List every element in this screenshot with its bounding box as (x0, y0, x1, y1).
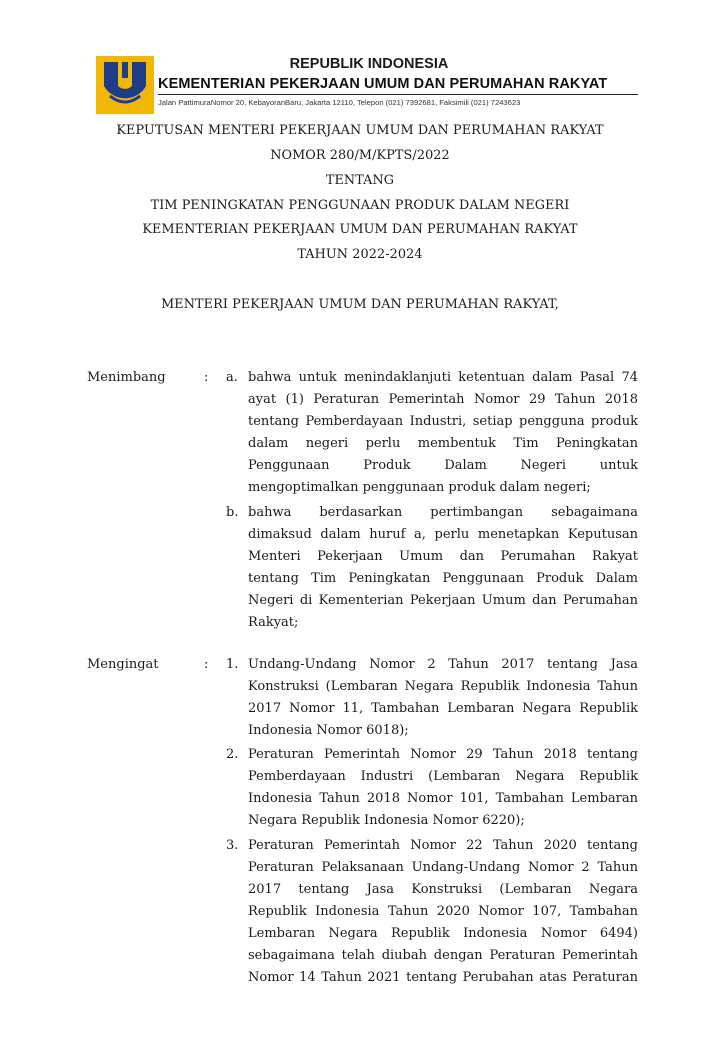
menimbang-colon: : (204, 370, 209, 385)
item-marker: 3. (226, 838, 239, 853)
item-line: Nomor 14 Tahun 2021 tentang Perubahan atas Peraturan (248, 970, 638, 985)
item-line: Konstruksi (Lembaran Negara Republik Indonesia Tahun (248, 679, 638, 694)
ministry-heading: KEMENTERIAN PEKERJAAN UMUM DAN PERUMAHAN RAKYAT (158, 76, 608, 92)
item-line: dimaksud dalam huruf a, perlu menetapkan Keputusan (248, 527, 638, 542)
item-line: tentang Pemberdayaan Industri, setiap pengguna produk (248, 414, 638, 429)
decree-number: NOMOR 280/M/KPTS/2022 (270, 148, 450, 163)
item-line: Lembaran Negara Republik Indonesia Nomor 6494) (248, 926, 638, 941)
item-line: Republik Indonesia Tahun 2020 Nomor 107, Tambahan (248, 904, 638, 919)
decree-subject-1: TIM PENINGKATAN PENGGUNAAN PRODUK DALAM NEGERI (150, 198, 570, 213)
decree-about: TENTANG (325, 173, 395, 188)
item-line: Indonesia Tahun 2018 Nomor 101, Tambahan Lembaran (248, 791, 638, 806)
ministry-address: Jalan PattimuraNomor 20, KebayoranBaru, Jakarta 12110, Telepon (021) 7392681, Faksimili (021) 7243623 (158, 98, 521, 107)
menimbang-label: Menimbang (87, 370, 166, 385)
item-marker: b. (226, 505, 239, 520)
minister-heading: MENTERI PEKERJAAN UMUM DAN PERUMAHAN RAKYAT, (161, 297, 559, 312)
item-line: Peraturan Pemerintah Nomor 22 Tahun 2020 tentang (248, 838, 638, 853)
decree-title: KEPUTUSAN MENTERI PEKERJAAN UMUM DAN PERUMAHAN RAKYAT (116, 123, 604, 138)
item-line: Negeri di Kementerian Pekerjaan Umum dan Perumahan (248, 593, 638, 608)
item-line: Rakyat; (248, 615, 299, 630)
item-line: Undang-Undang Nomor 2 Tahun 2017 tentang Jasa (248, 657, 638, 672)
item-line: bahwa berdasarkan pertimbangan sebagaimana (248, 505, 638, 520)
item-marker: 1. (226, 657, 239, 672)
letterhead-divider (158, 94, 638, 95)
item-line: tentang Tim Peningkatan Penggunaan Produk Dalam (248, 571, 638, 586)
item-line: Peraturan Pelaksanaan Undang-Undang Nomor 2 Tahun (248, 860, 638, 875)
item-line: Peraturan Pemerintah Nomor 29 Tahun 2018 tentang (248, 747, 638, 762)
item-line: Indonesia Nomor 6018); (248, 723, 409, 738)
decree-period: TAHUN 2022-2024 (297, 247, 423, 262)
item-line: Pemberdayaan Industri (Lembaran Negara Republik (248, 769, 638, 784)
item-line: Menteri Pekerjaan Umum dan Perumahan Rakyat (248, 549, 638, 564)
mengingat-label: Mengingat (87, 657, 159, 672)
republic-heading: REPUBLIK INDONESIA (289, 56, 449, 72)
item-line: bahwa untuk menindaklanjuti ketentuan dalam Pasal 74 (248, 370, 638, 385)
mengingat-colon: : (204, 657, 209, 672)
item-line: dalam negeri perlu membentuk Tim Peningkatan (248, 436, 638, 451)
item-line: 2017 Nomor 11, Tambahan Lembaran Negara Republik (248, 701, 638, 716)
item-line: sebagaimana telah diubah dengan Peraturan Pemerintah (248, 948, 638, 963)
pupr-logo-icon (96, 56, 154, 114)
item-line: mengoptimalkan penggunaan produk dalam negeri; (248, 480, 591, 495)
decree-subject-2: KEMENTERIAN PEKERJAAN UMUM DAN PERUMAHAN RAKYAT (142, 222, 578, 237)
item-line: ayat (1) Peraturan Pemerintah Nomor 29 Tahun 2018 (248, 392, 638, 407)
item-line: Penggunaan Produk Dalam Negeri untuk (248, 458, 638, 473)
item-marker: a. (226, 370, 238, 385)
item-marker: 2. (226, 747, 239, 762)
item-line: Negara Republik Indonesia Nomor 6220); (248, 813, 525, 828)
item-line: 2017 tentang Jasa Konstruksi (Lembaran Negara (248, 882, 638, 897)
letterhead (96, 56, 642, 118)
